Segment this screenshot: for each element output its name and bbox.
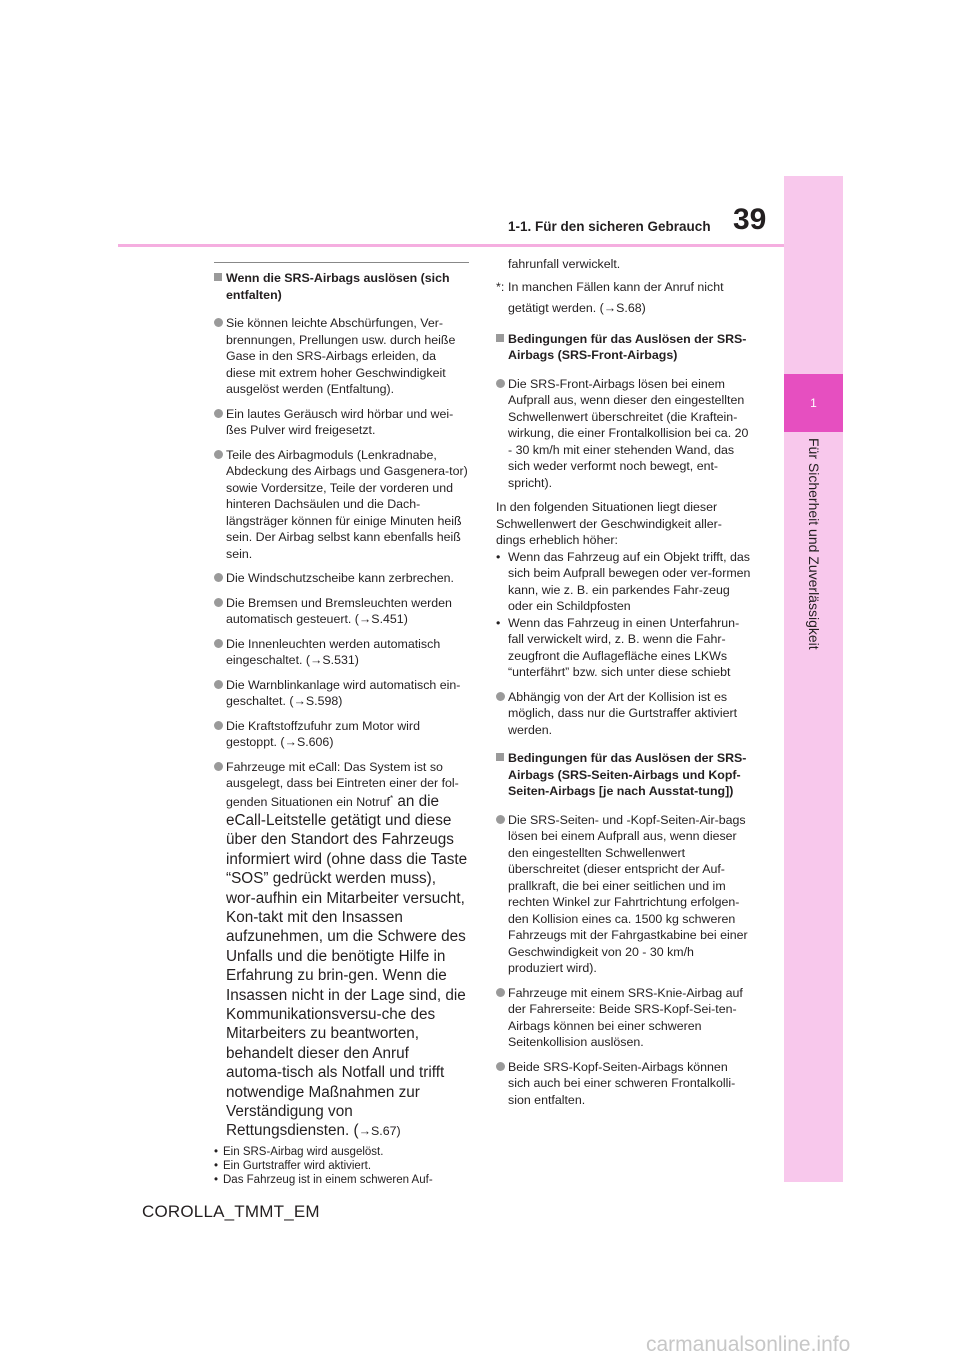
left-column <box>214 270 469 1187</box>
round-bullet-icon <box>496 815 505 824</box>
list-item <box>214 447 469 563</box>
list-item <box>496 615 751 681</box>
ecall-trigger-list <box>214 1145 469 1187</box>
footnote-text: In manchen Fällen kann der Anruf nicht getätigt werden. (→S.68) <box>508 279 724 315</box>
round-bullet-icon <box>214 762 223 771</box>
list-item-text: Beide SRS-Kopf-Seiten-Airbags können sich auch bei einer schweren Frontalkolli-sion entfalten. <box>508 1059 736 1107</box>
square-bullet-icon <box>496 334 504 342</box>
list-item <box>214 1159 469 1173</box>
bullet-marker: • <box>214 1173 219 1186</box>
list-item-text: Das Fahrzeug ist in einem schweren Auf- <box>223 1173 433 1186</box>
list-item-text: Ein Gurtstraffer wird aktiviert. <box>223 1159 372 1172</box>
round-bullet-icon <box>496 379 505 388</box>
footnote <box>496 277 751 319</box>
list-item-text: Die SRS-Seiten- und -Kopf-Seiten-Air-bags lösen bei einem Aufprall aus, wenn dieser den eingestellten Schwellenwert überschreitet (dieser entspricht der Auf-prallkraft, die bei einer seitlichen und im rechten Winkel zur Fahrtrichtung erfolgen-den Kollision eines ca. 1500 kg schweren Fahrzeugs mit der Fahrgastkabine bei einer Geschwindigkeit von 20 - 30 km/h produziert wird). <box>508 812 748 975</box>
round-bullet-icon <box>496 988 505 997</box>
square-bullet-icon <box>496 753 504 761</box>
list-item-text: Teile des Airbagmoduls (Lenkradnabe, Abdeckung des Airbags und Gasgenera-tor) sowie Vordersitze, Teile der vorderen und hinteren Dachsäulen und die Dach-längsträger können für einige Minuten heiß sein. Der Airbag selbst kann ebenfalls heiß sein. <box>226 447 468 561</box>
section-heading-airbag-deploy <box>214 270 469 303</box>
continuation-text: fahrunfall verwickelt. <box>508 257 621 271</box>
bullet-marker: • <box>214 1145 219 1158</box>
list-item-text: Die Warnblinkanlage wird automatisch ein-geschaltet. (→S.598) <box>226 677 461 708</box>
ecall-text-small: Fahrzeuge mit eCall: Das System ist so ausgelegt, dass bei Eintreten einer der fol-genden Situationen ein Notruf <box>226 759 459 809</box>
list-item <box>214 315 469 398</box>
list-item <box>496 549 751 615</box>
list-item <box>496 376 751 492</box>
list-item <box>214 636 469 669</box>
header-rule <box>118 244 784 247</box>
list-item <box>214 595 469 628</box>
square-bullet-icon <box>214 273 222 281</box>
list-item <box>214 1145 469 1159</box>
list-item <box>214 677 469 710</box>
chapter-side-band <box>784 176 843 1182</box>
round-bullet-icon <box>214 318 223 327</box>
page-number: 39 <box>733 203 767 236</box>
list-item-text: Wenn das Fahrzeug in einen Unterfahrun-fall verwickelt wird, z. B. wenn die Fahr-zeugfront die Auflagefläche eines LKWs “unterfährt” bzw. sich unter diese schiebt <box>508 615 740 679</box>
round-bullet-icon <box>214 573 223 582</box>
section-title: 1-1. Für den sicheren Gebrauch <box>508 219 711 234</box>
list-item-text: Die Kraftstoffzufuhr zum Motor wird gestoppt. (→S.606) <box>226 718 420 749</box>
round-bullet-icon <box>214 598 223 607</box>
section-heading-front-airbags <box>496 331 751 364</box>
list-item-text: Die Innenleuchten werden automatisch eingeschaltet. (→S.531) <box>226 636 441 667</box>
list-item-text: Die Bremsen und Bremsleuchten werden automatisch gesteuert. (→S.451) <box>226 595 452 626</box>
bullet-marker: • <box>496 549 501 564</box>
list-item-text: Ein lautes Geräusch wird hörbar und wei-ßes Pulver wird freigesetzt. <box>226 406 454 437</box>
paragraph: In den folgenden Situationen liegt dieser Schwellenwert der Geschwindigkeit aller-dings erheblich höher: <box>496 500 722 547</box>
round-bullet-icon <box>214 721 223 730</box>
list-item-text: Abhängig von der Art der Kollision ist es möglich, dass nur die Gurtstraffer aktiviert werden. <box>508 689 738 737</box>
chapter-tab[interactable] <box>784 374 843 432</box>
page-reference-link[interactable]: →S.67) <box>358 1124 401 1139</box>
list-item <box>496 985 751 1051</box>
list-item <box>214 718 469 751</box>
watermark: carmanualsonline.info <box>646 1333 851 1356</box>
heading-text: Bedingungen für das Auslösen der SRS-Airbags (SRS-Seiten-Airbags und Kopf-Seiten-Airbags [je nach Ausstat-tung]) <box>508 751 747 798</box>
list-item <box>496 689 751 739</box>
list-item-text: Sie können leichte Abschürfungen, Ver-brennungen, Prellungen usw. durch heiße Gase in den SRS-Airbags erleiden, da diese mit extrem hoher Geschwindigkeit ausgelöst werden (Entfaltung). <box>226 316 456 396</box>
round-bullet-icon <box>496 1062 505 1071</box>
list-item <box>214 570 469 587</box>
list-item <box>214 1173 469 1187</box>
list-item-text: Die SRS-Front-Airbags lösen bei einem Aufprall aus, wenn dieser den eingestellten Schwellenwert überschreitet (die Kraftein-wirkung, die einer Frontalkollision bei ca. 20 - 30 km/h mit einer stehenden Wand, das sich weder verformt noch bewegt, ent-spricht). <box>508 376 749 490</box>
footer-model-code: COROLLA_TMMT_EM <box>142 1202 320 1221</box>
list-item-text: Wenn das Fahrzeug auf ein Objekt trifft, das sich beim Aufprall bewegen oder ver-formen kann, wie z. B. ein parkendes Fahr-zeug oder ein Schildpfosten <box>508 549 751 613</box>
column-rule <box>214 262 469 263</box>
round-bullet-icon <box>496 692 505 701</box>
round-bullet-icon <box>214 680 223 689</box>
list-item <box>496 812 751 977</box>
right-column <box>496 256 751 1116</box>
round-bullet-icon <box>214 450 223 459</box>
heading-text: Bedingungen für das Auslösen der SRS-Airbags (SRS-Front-Airbags) <box>508 331 747 362</box>
round-bullet-icon <box>214 639 223 648</box>
bullet-marker: • <box>214 1159 219 1172</box>
list-item <box>214 406 469 439</box>
ecall-text-large[interactable]: an die eCall-Leitstelle getätigt und diese über den Standort des Fahrzeugs informiert wird (ohne dass die Taste “SOS” gedrückt werden muss), wor-aufhin ein Mitarbeiter versucht, Kon-takt mit den Insassen aufzunehmen, um die Schwere des Unfalls und die benötigte Hilfe in Erfahrung zu brin-gen. Wenn die Insassen nicht in der Lage sind, die Kommunikationsversu-che des Mitarbeiters zu beantworten, behandelt dieser den Anruf automa-tisch als Notfall und trifft notwendige Maßnahmen zur Verständigung von Rettungsdiensten. ( <box>226 792 468 1140</box>
round-bullet-icon <box>214 409 223 418</box>
footnote-marker: *: <box>496 279 505 294</box>
section-heading-side-airbags <box>496 750 751 800</box>
list-item-ecall <box>214 759 469 1141</box>
heading-text: Wenn die SRS-Airbags auslösen (sich entfalten) <box>226 271 450 302</box>
list-item-text: Ein SRS-Airbag wird ausgelöst. <box>223 1145 384 1158</box>
footnote-marker: * <box>389 793 394 803</box>
chapter-title-vertical: Für Sicherheit und Zuverlässigkeit <box>806 438 822 650</box>
list-item <box>496 1059 751 1109</box>
bullet-marker: • <box>496 615 501 630</box>
chapter-number: 1 <box>810 396 817 410</box>
list-item-text: Fahrzeuge mit einem SRS-Knie-Airbag auf der Fahrerseite: Beide SRS-Kopf-Sei-ten-Airbags können bei einer schweren Seitenkollision auslösen. <box>508 985 743 1049</box>
list-item-text: Die Windschutzscheibe kann zerbrechen. <box>226 571 454 585</box>
